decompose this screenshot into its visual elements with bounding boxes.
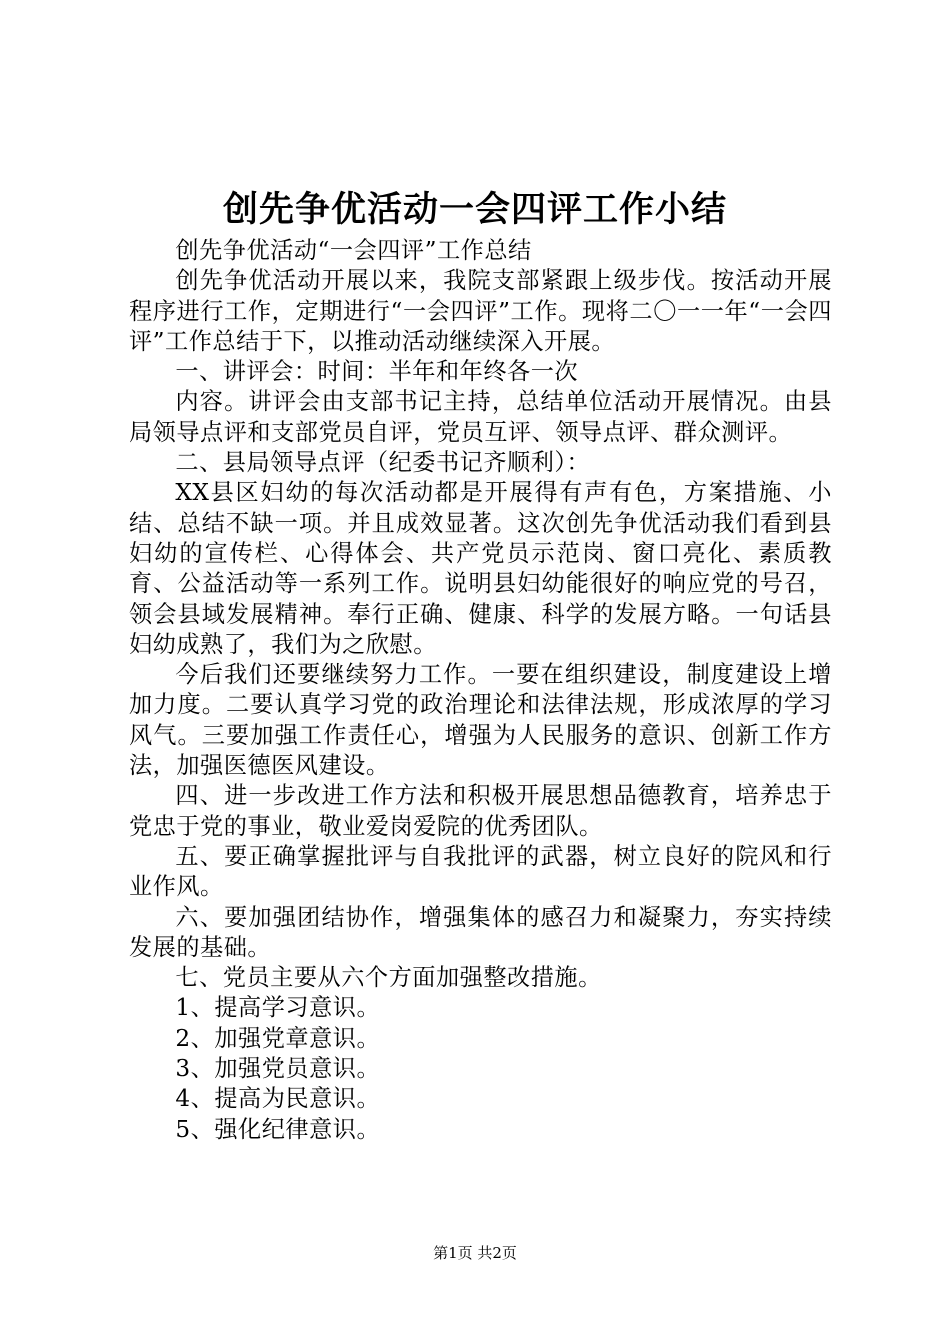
list-item: 3、加强党员意识。 bbox=[175, 1055, 381, 1083]
list-item: 2、加强党章意识。 bbox=[175, 1024, 381, 1052]
page-footer bbox=[0, 1243, 950, 1263]
document-body bbox=[129, 236, 832, 1145]
section-five-paragraph: 五、要正确掌握批评与自我批评的武器，树立良好的院风和行业作风。 bbox=[129, 842, 832, 901]
section-four-paragraph: 四、进一步改进工作方法和积极开展思想品德教育，培养忠于党忠于党的事业，敬业爱岗爱院的优秀团队。 bbox=[129, 782, 832, 840]
future-work-paragraph: 今后我们还要继续努力工作。一要在组织建设，制度建设上增加力度。二要认真学习党的政治理论和法律法规，形成浓厚的学习风气。三要加强工作责任心，增强为人民服务的意识、创新工作方法，加强医德医风建设。 bbox=[129, 661, 832, 780]
section-heading-leader-review: 二、县局领导点评（纪委书记齐顺利）： bbox=[175, 449, 591, 477]
section-heading-review-meeting: 一、讲评会：时间：半年和年终各一次 bbox=[175, 358, 579, 386]
leader-review-paragraph: XX县区妇幼的每次活动都是开展得有声有色，方案措施、小结、总结不缺一项。并且成效显著。这次创先争优活动我们看到县妇幼的宣传栏、心得体会、共产党员示范岗、窗口亮化、素质教育、公益活动等一系列工作。说明县妇幼能很好的响应党的号召，领会县域发展精神。奉行正确、健康、科学的发展方略。一句话县妇幼成熟了，我们为之欣慰。 bbox=[129, 479, 832, 658]
subtitle-paragraph: 创先争优活动“一会四评”工作总结 bbox=[175, 237, 532, 264]
section-six-paragraph: 六、要加强团结协作，增强集体的感召力和凝聚力，夯实持续发展的基础。 bbox=[129, 903, 832, 961]
section-seven-paragraph: 七、党员主要从六个方面加强整改措施。 bbox=[175, 964, 602, 992]
content-paragraph: 内容。讲评会由支部书记主持，总结单位活动开展情况。由县局领导点评和支部党员自评，党员互评、领导点评、群众测评。 bbox=[129, 388, 832, 446]
list-item: 5、强化纪律意识。 bbox=[175, 1115, 381, 1143]
intro-paragraph: 创先争优活动开展以来，我院支部紧跟上级步伐。按活动开展程序进行工作，定期进行“一会四评”工作。现将二〇一一年“一会四评”工作总结于下，以推动活动继续深入开展。 bbox=[129, 267, 832, 355]
list-item: 4、提高为民意识。 bbox=[175, 1085, 381, 1113]
list-item: 1、提高学习意识。 bbox=[175, 994, 381, 1022]
page-indicator: 第1页 共2页 bbox=[433, 1244, 517, 1262]
document-title: 创先争优活动一会四评工作小结 bbox=[222, 189, 727, 230]
